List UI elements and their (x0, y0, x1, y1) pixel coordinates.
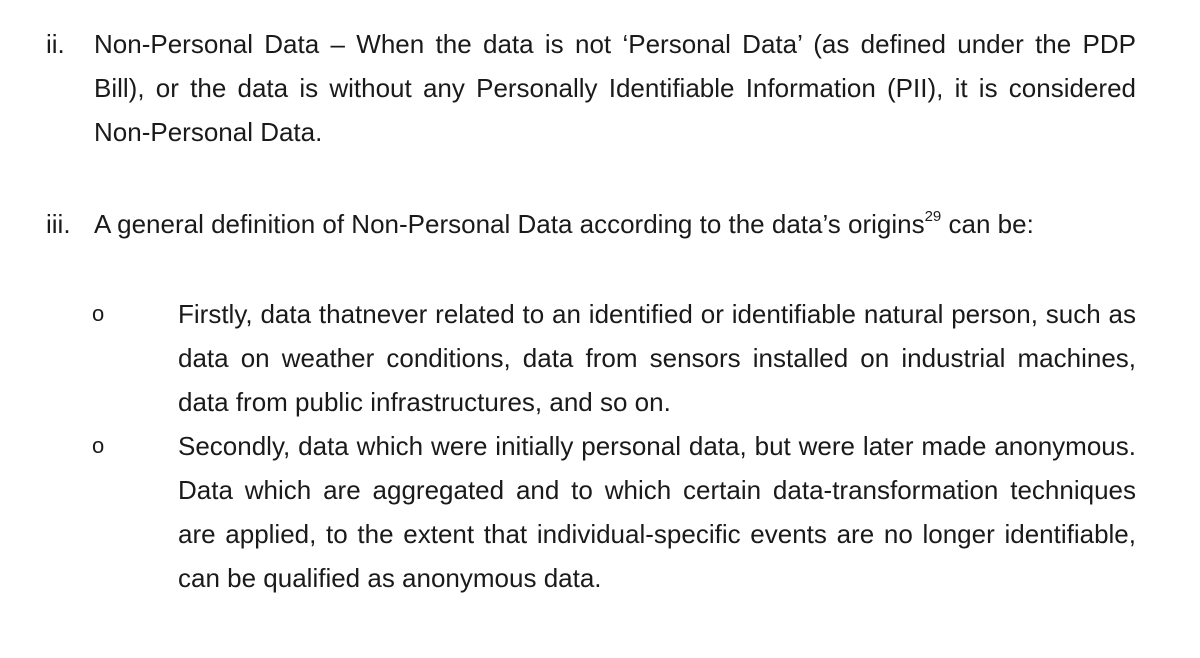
item-text-after: can be: (941, 209, 1034, 239)
footnote-reference[interactable]: 29 (924, 208, 942, 226)
list-item-ii (46, 22, 1136, 154)
item-marker: ii. (46, 29, 65, 59)
item-marker: iii. (46, 209, 71, 239)
bullet-marker: o (92, 433, 105, 458)
list-item-iii (46, 202, 1136, 246)
item-text-before: A general definition of Non-Personal Data according to the data’s origins (94, 209, 925, 239)
bullet-list (92, 292, 1136, 600)
bullet-item-firstly (92, 292, 1136, 424)
bullet-item-secondly (92, 424, 1136, 600)
item-text: Non-Personal Data – When the data is not ‘Personal Data’ (as defined under the PDP Bill), or the data is without any Personally Identifiable Information (PII), it is considered Non-Personal Data. (94, 29, 1136, 147)
bullet-text: Secondly, data which were initially personal data, but were later made anonymous. Data which are aggregated and to which certain data-transformation techniques are applied, to the extent that individual-specific events are no longer identifiable, can be qualified as anonymous data. (178, 431, 1136, 593)
item-text (94, 202, 1136, 246)
bullet-text: Firstly, data thatnever related to an identified or identifiable natural person, such as data on weather conditions, data from sensors installed on industrial machines, data from public infrastructures, and so on. (178, 299, 1136, 417)
bullet-marker: o (92, 301, 105, 326)
